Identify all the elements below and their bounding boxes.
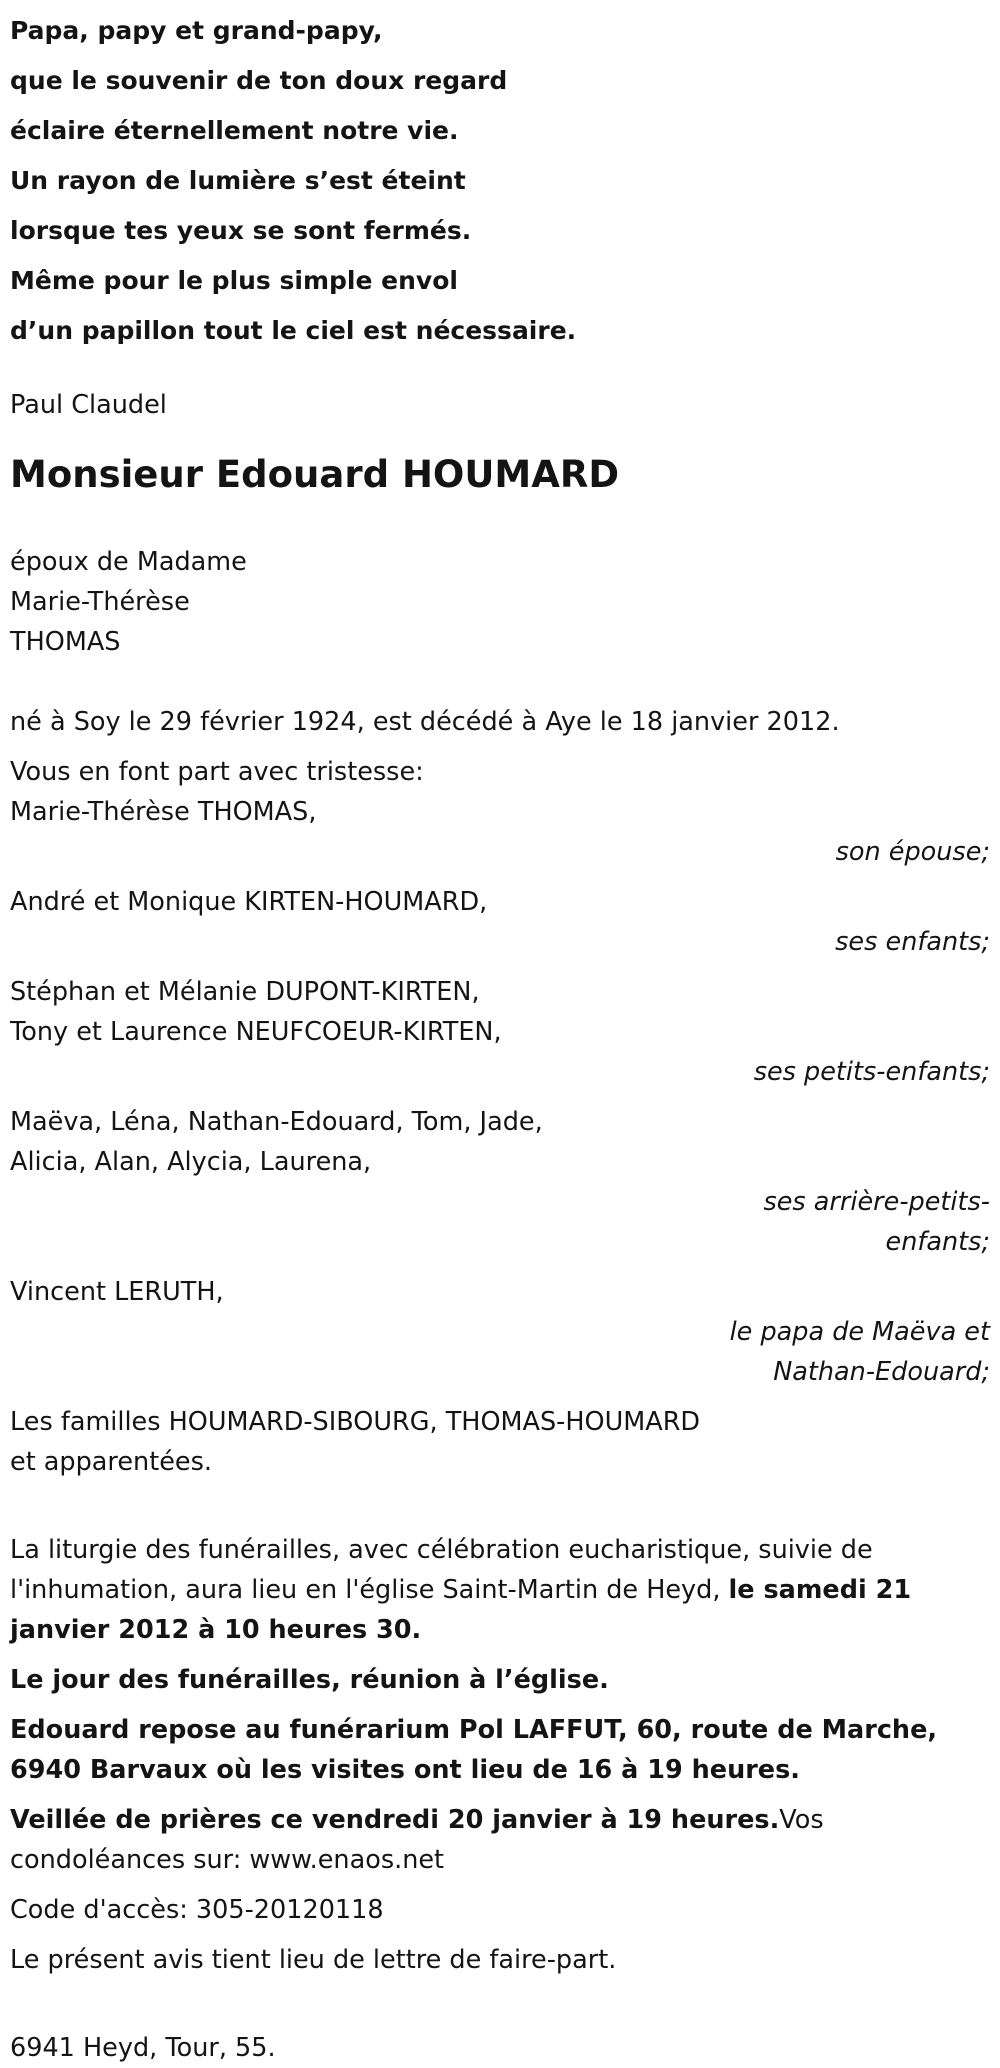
family-group <box>10 972 990 1092</box>
deceased-name: Monsieur Edouard HOUMARD <box>10 453 620 496</box>
family-names: Vincent LERUTH, <box>10 1277 224 1307</box>
liturgy-paragraph <box>10 1530 985 1650</box>
family-group <box>10 1102 990 1262</box>
family-names: Maëva, Léna, Nathan-Edouard, Tom, Jade, <box>10 1107 543 1137</box>
vigil-paragraph <box>10 1800 985 1880</box>
poem <box>10 6 990 356</box>
address: 6941 Heyd, Tour, 55. <box>10 2033 276 2063</box>
poem-line: Même pour le plus simple envol <box>10 266 458 295</box>
poem-line: lorsque tes yeux se sont fermés. <box>10 216 472 245</box>
family-group <box>10 882 990 962</box>
spouse-info <box>10 542 990 662</box>
spouse-line: Marie-Thérèse <box>10 587 190 617</box>
birth-death-info: né à Soy le 29 février 1924, est décédé à Aye le 18 janvier 2012. <box>10 707 840 737</box>
vigil-info: Veillée de prières ce vendredi 20 janvier à 19 heures. <box>10 1805 780 1835</box>
family-role: enfants; <box>885 1227 990 1257</box>
family-names: Alicia, Alan, Alycia, Laurena, <box>10 1147 372 1177</box>
family-names: André et Monique KIRTEN-HOUMARD, <box>10 887 488 917</box>
family-group <box>10 1272 990 1392</box>
family-names: Stéphan et Mélanie DUPONT-KIRTEN, <box>10 977 480 1007</box>
family-names: Tony et Laurence NEUFCOEUR-KIRTEN, <box>10 1017 502 1047</box>
poem-line: d’un papillon tout le ciel est nécessaire. <box>10 316 577 345</box>
family-names: Marie-Thérèse THOMAS, <box>10 797 317 827</box>
families-related: et apparentées. <box>10 1447 212 1477</box>
family-role: ses enfants; <box>835 927 990 957</box>
poem-author: Paul Claudel <box>10 390 167 420</box>
liturgy-date: le samedi 21 janvier 2012 à 10 heures 30. <box>10 1575 912 1645</box>
family-role: ses arrière-petits- <box>763 1187 990 1217</box>
family-role: ses petits-enfants; <box>753 1057 990 1087</box>
family-intro-group <box>10 752 990 872</box>
families-group <box>10 1402 990 1482</box>
family-intro: Vous en font part avec tristesse: <box>10 757 424 787</box>
family-role: Nathan-Edouard; <box>773 1357 990 1387</box>
families-names: Les familles HOUMARD-SIBOURG, THOMAS-HOUMARD <box>10 1407 701 1437</box>
funerarium-info: Edouard repose au funérarium Pol LAFFUT, 60, route de Marche, 6940 Barvaux où les visites ont lieu de 16 à 19 heures. <box>10 1715 938 1785</box>
liturgy-text: La liturgie des funérailles, avec célébration eucharistique, suivie de l'inhumation, aura lieu en l'église Saint-Martin de Heyd, <box>10 1535 873 1605</box>
poem-line: éclaire éternellement notre vie. <box>10 116 459 145</box>
poem-line: que le souvenir de ton doux regard <box>10 66 508 95</box>
condolences-info: Vos condoléances sur: www.enaos.net <box>10 1805 824 1875</box>
family-role: son épouse; <box>835 837 990 867</box>
poem-line: Papa, papy et grand-papy, <box>10 16 383 45</box>
notice-text: Le présent avis tient lieu de lettre de faire-part. <box>10 1945 617 1975</box>
spouse-line: époux de Madame <box>10 547 247 577</box>
obituary-notice <box>0 6 1000 2068</box>
spouse-line: THOMAS <box>10 627 121 657</box>
meeting-info: Le jour des funérailles, réunion à l’église. <box>10 1665 609 1695</box>
family-role: le papa de Maëva et <box>729 1317 990 1347</box>
poem-line: Un rayon de lumière s’est éteint <box>10 166 466 195</box>
access-code: Code d'accès: 305-20120118 <box>10 1895 384 1925</box>
